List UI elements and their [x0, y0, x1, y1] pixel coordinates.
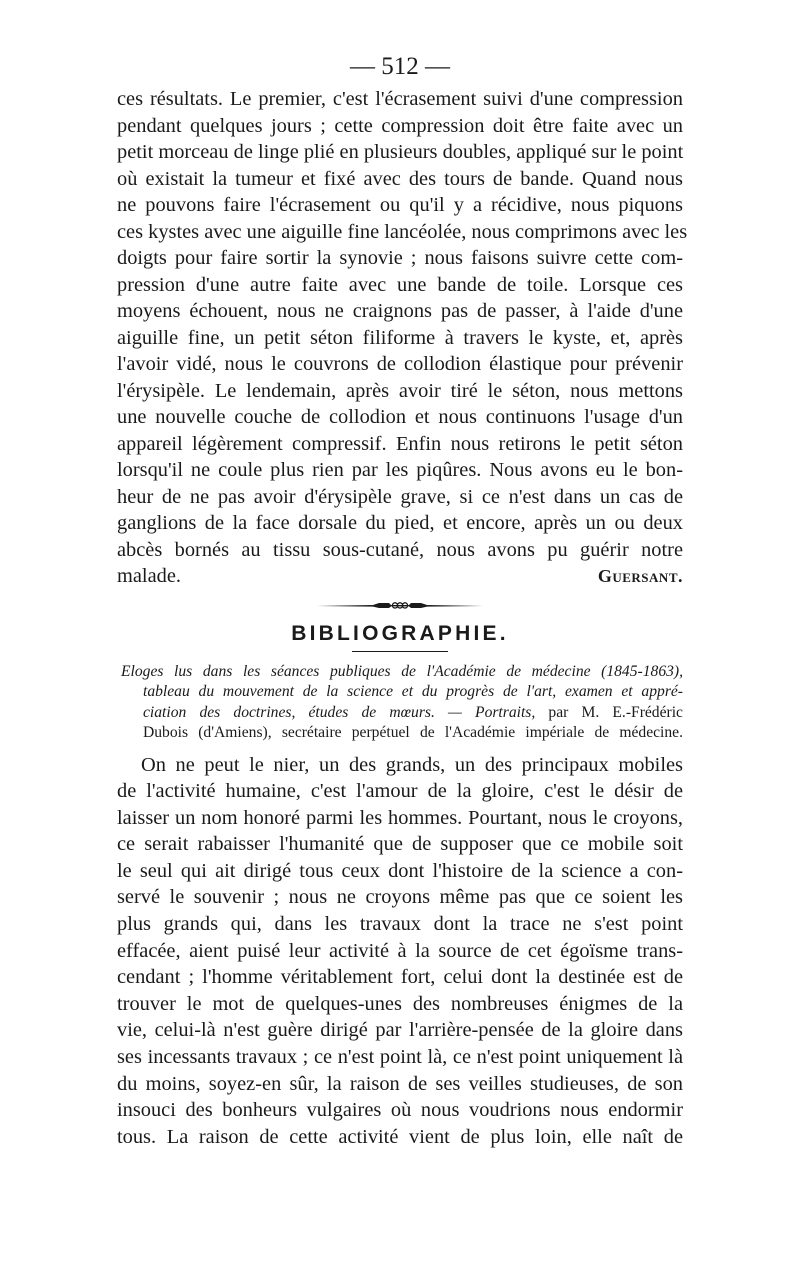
text-line: insouci des bonheurs vulgaires où nous voudrions nous endormir: [117, 1099, 683, 1122]
text-line: le seul qui ait dirigé tous ceux dont l'histoire de la science a con-: [117, 859, 683, 882]
ornament-rule-icon: [315, 598, 485, 612]
text-line: petit morceau de linge plié en plusieurs doubles, appliqué sur le point: [117, 141, 684, 163]
text-line: du moins, soyez-en sûr, la raison de ses veilles studieuses, de son: [117, 1072, 683, 1095]
text-line: moyens échouent, nous ne craignons pas de passer, à l'aide d'une: [117, 300, 683, 322]
text-line: pendant quelques jours ; cette compression doit être faite avec un: [117, 114, 683, 137]
text-line: appareil légèrement compressif. Enfin nous retirons le petit séton: [117, 432, 683, 455]
text-line: ces résultats. Le premier, c'est l'écrasement suivi d'une compression: [117, 88, 683, 110]
text-line: aiguille fine, un petit séton filiforme à travers le kyste, et, après: [117, 326, 683, 349]
text-line: trouver le mot de quelques-unes des nombreuses énigmes de la: [117, 992, 683, 1015]
text-line: doigts pour faire sortir la synovie ; nous faisons suivre cette com-: [117, 247, 683, 269]
author-signature: Guersant.: [597, 566, 683, 586]
text-line: ces kystes avec une aiguille fine lancéolée, nous comprimons avec les: [117, 220, 688, 243]
text-line: lorsqu'il ne coule plus rien par les piqûres. Nous avons eu le bon-: [117, 459, 683, 481]
text-line: tous. La raison de cette activité vient de plus loin, elle naît de: [117, 1125, 683, 1148]
text-line: où existait la tumeur et fixé avec des tours de bande. Quand nous: [117, 167, 683, 190]
closing-line: [117, 563, 683, 590]
biblio-line: Dubois (d'Amiens), secrétaire perpétuel de l'Académie impériale de médecine.: [143, 724, 683, 741]
biblio-line-title: ciation des doctrines, études de mœurs. — Portraits,: [143, 703, 536, 721]
text-line: de l'activité humaine, c'est l'amour de la gloire, c'est le désir de: [117, 780, 683, 803]
text-line: l'érysipèle. Le lendemain, après avoir tiré le séton, nous mettons: [117, 379, 683, 402]
text-line: ses incessants travaux ; ce n'est point là, ce n'est point uniquement là: [117, 1046, 683, 1069]
bibliography-entry: [121, 662, 683, 744]
biblio-line: tableau du mouvement de la science et du progrès de l'art, examen et appré-: [143, 683, 683, 700]
text-line: pression d'une autre faite avec une bande de toile. Lorsque ces: [117, 273, 683, 296]
section-title: BIBLIOGRAPHIE.: [291, 621, 509, 645]
biblio-author-prefix: par M. E.-Frédéric: [548, 703, 683, 721]
text-line: cendant ; l'homme véritablement fort, celui dont la destinée est de: [117, 966, 683, 989]
text-line: ne pouvons faire l'écrasement ou qu'il y a récidive, nous piquons: [117, 194, 683, 216]
text-line: servé le souvenir ; nous ne croyons même pas que ce soient les: [117, 886, 683, 909]
page-number: — 512 —: [350, 53, 450, 80]
text-line: heur de ne pas avoir d'érysipèle grave, si ce n'est dans un cas de: [117, 485, 683, 508]
paragraph-review: [117, 752, 683, 1151]
text-line: ganglions de la face dorsale du pied, et encore, après un ou deux: [117, 512, 683, 534]
text-line: effacée, aient puisé leur activité à la source de cet égoïsme trans-: [117, 939, 683, 962]
closing-word: malade.: [117, 565, 181, 587]
text-line: plus grands qui, dans les travaux dont la trace ne s'est point: [117, 913, 683, 936]
text-line: vie, celui-là n'est guère dirigé par l'arrière-pensée de la gloire dans: [117, 1019, 683, 1042]
biblio-line: Eloges lus dans les séances publiques de l'Académie de médecine (1845-1863),: [121, 662, 683, 680]
text-line: ce serait rabaisser l'humanité que de supposer que ce mobile soit: [117, 833, 683, 856]
paragraph-surgical-treatment: [117, 86, 688, 563]
text-line: abcès bornés au tissu sous-cutané, nous avons pu guérir notre: [117, 538, 683, 561]
title-underline: [352, 651, 448, 652]
text-line: On ne peut le nier, un des grands, un des principaux mobiles: [141, 753, 683, 776]
biblio-line: [121, 703, 683, 724]
text-line: l'avoir vidé, nous le couvrons de collodion élastique pour prévenir: [117, 353, 683, 375]
text-line: une nouvelle couche de collodion et nous continuons l'usage d'un: [117, 406, 683, 428]
text-line: laisser un nom honoré parmi les hommes. Pourtant, nous le croyons,: [117, 806, 683, 829]
book-page: [117, 52, 688, 1150]
